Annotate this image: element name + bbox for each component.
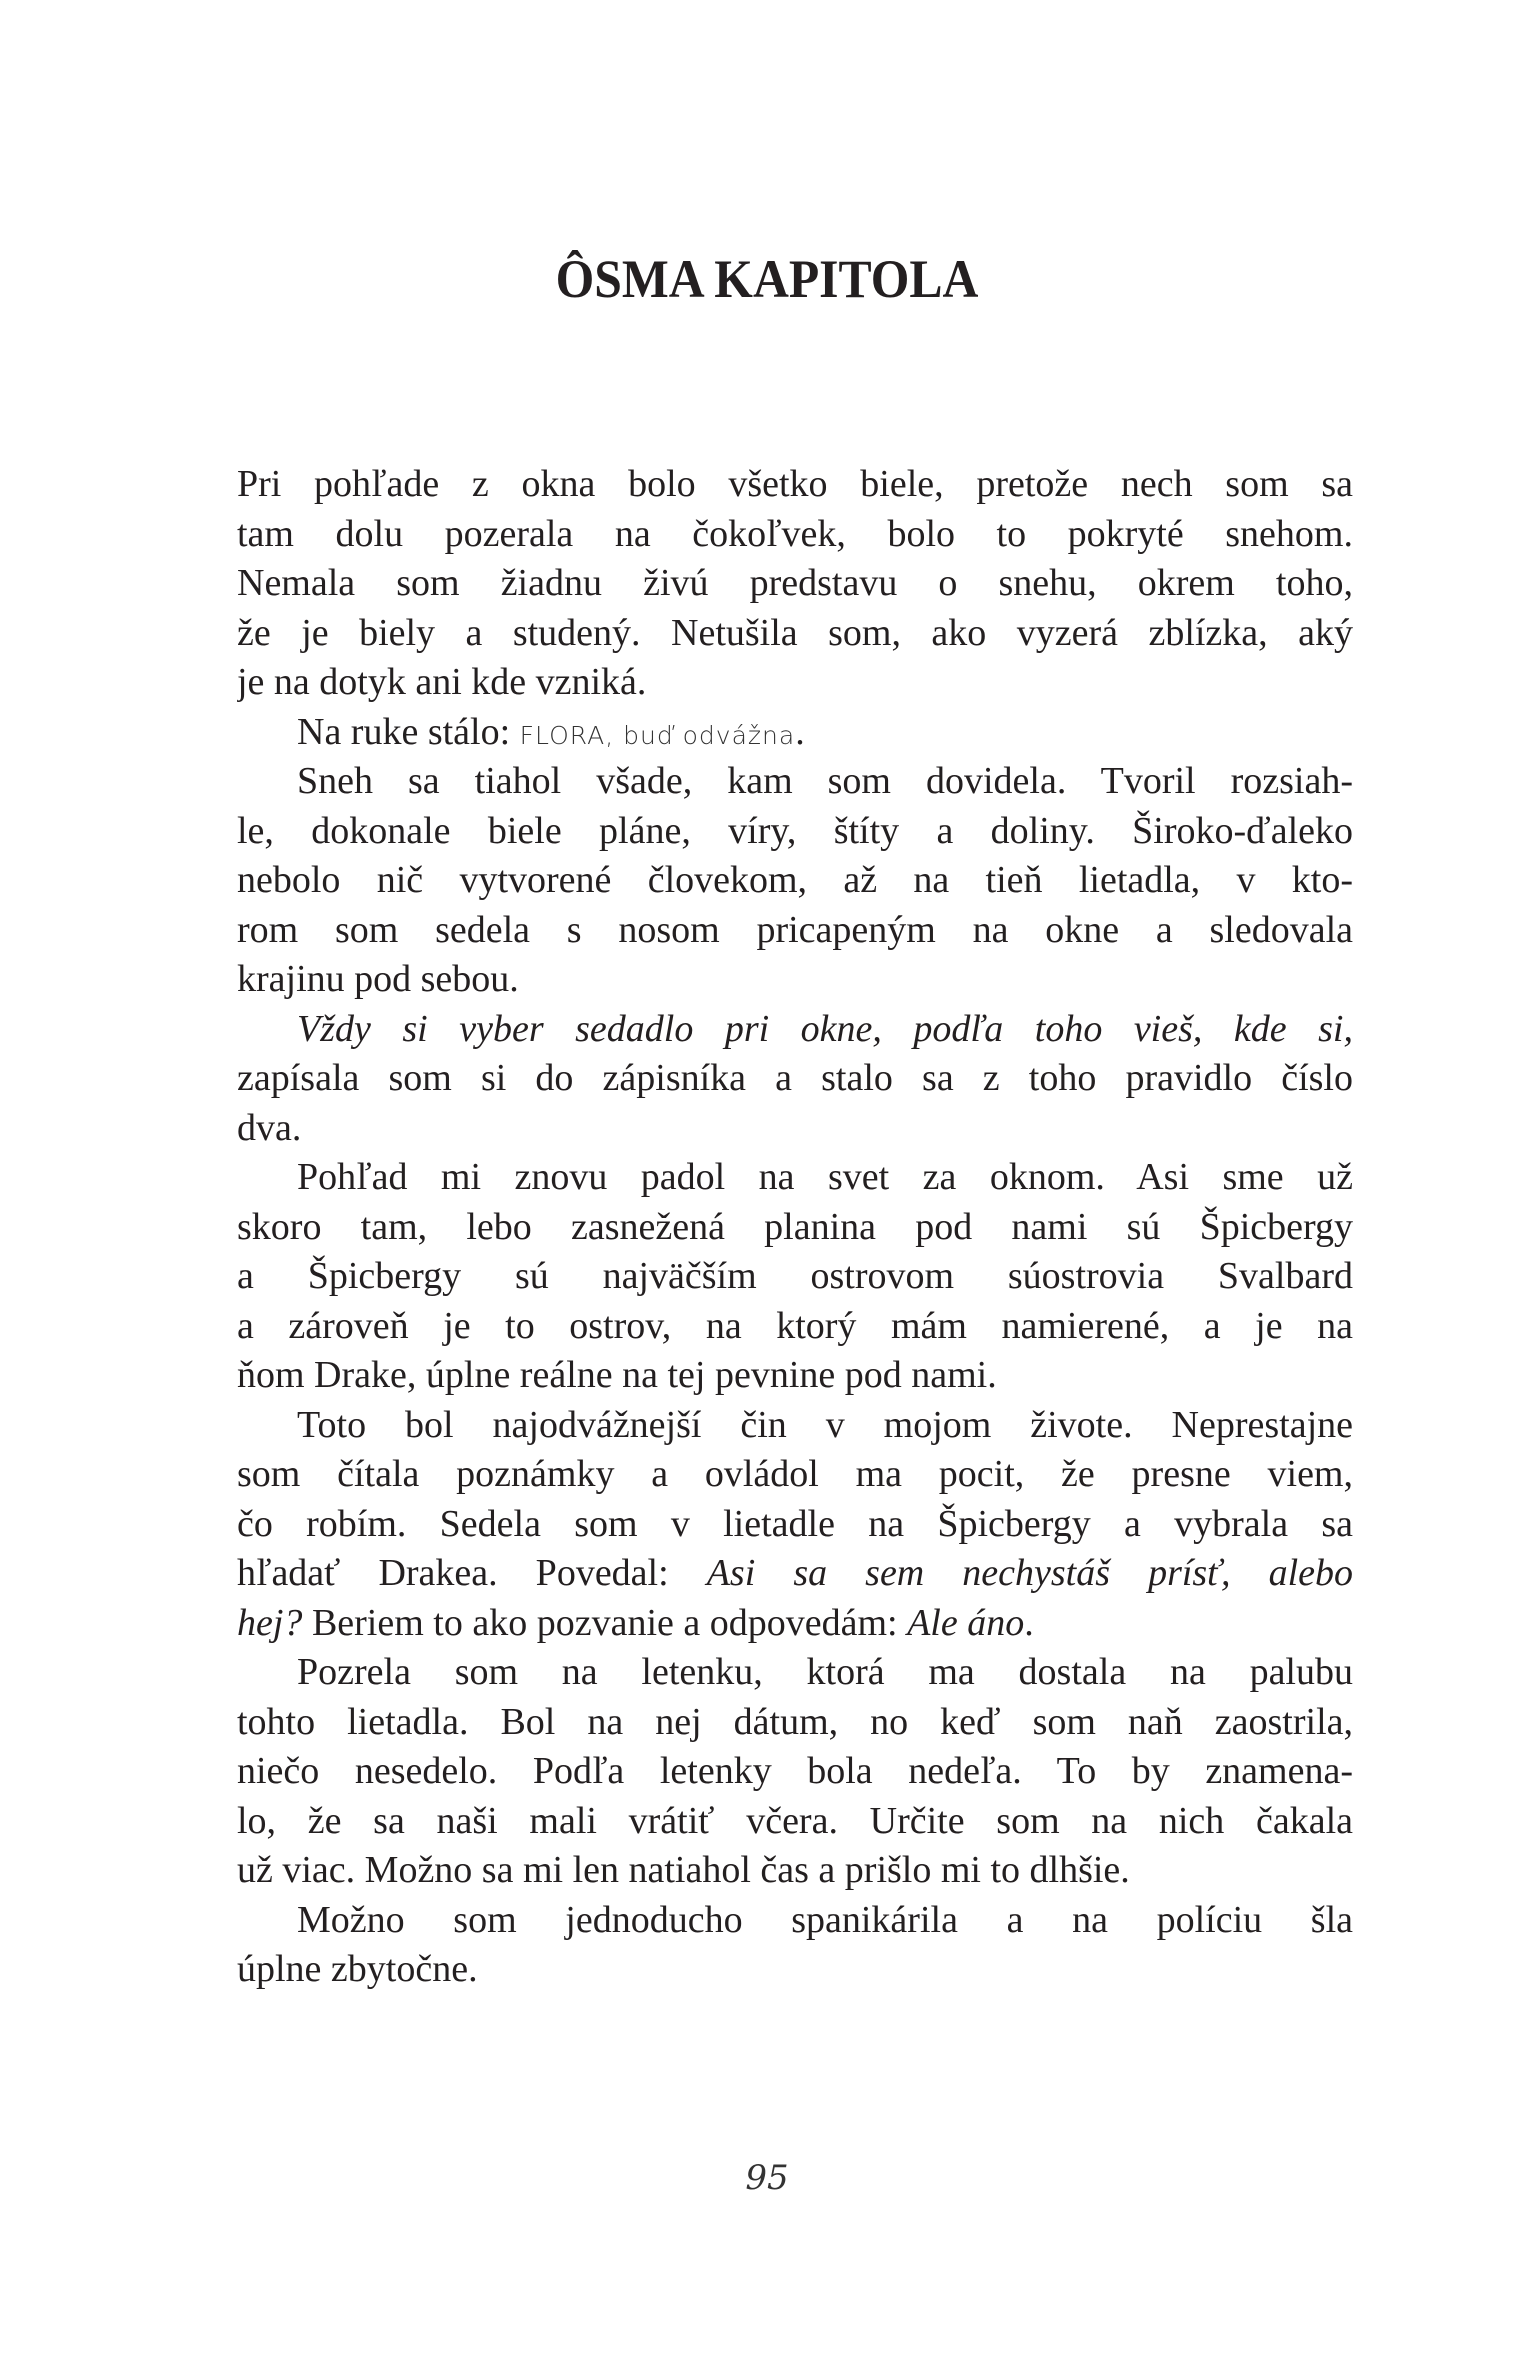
text-line [237, 1846, 1353, 1896]
text-segment: dva. [237, 1106, 302, 1149]
text-segment: niečo nesedelo. Podľa letenky bola nedeľa. To by znamena- [237, 1750, 1353, 1792]
text-segment: hľadať Drakea. Povedal: [237, 1552, 707, 1594]
text-line [237, 1648, 1353, 1698]
text-segment: Na ruke stálo: [297, 710, 520, 753]
italic-text: Vždy si vyber sedadlo pri okne, podľa toho vieš, kde si, [297, 1007, 1353, 1050]
text-line [237, 757, 1353, 807]
text-line [237, 510, 1353, 560]
handwritten-note: FLORA, buď odvážna [519, 720, 796, 750]
text-line [237, 658, 1353, 708]
text-segment: som čítala poznámky a ovládol ma pocit, že presne viem, [237, 1453, 1353, 1495]
text-segment: úplne zbytočne. [237, 1948, 478, 1990]
text-line [237, 609, 1353, 659]
text-segment: . [1024, 1601, 1034, 1644]
text-line [237, 955, 1353, 1005]
text-line [237, 1401, 1353, 1451]
text-line [237, 1252, 1353, 1302]
text-segment: Sneh sa tiahol všade, kam som dovidela. Tvoril rozsiah- [297, 760, 1353, 802]
text-segment: skoro tam, lebo zasnežená planina pod nami sú Špicbergy [237, 1205, 1353, 1248]
text-segment: . [795, 710, 805, 753]
text-segment: tam dolu pozerala na čokoľvek, bolo to pokryté snehom. [237, 512, 1353, 555]
text-line [237, 1747, 1353, 1797]
text-segment: Toto bol najodvážnejší čin v mojom živote. Neprestajne [297, 1403, 1353, 1446]
text-segment: Beriem to ako pozvanie a odpovedám: [302, 1601, 908, 1644]
text-segment: že je biely a studený. Netušila som, ako vyzerá zblízka, aký [237, 611, 1353, 654]
text-segment: le, dokonale biele pláne, víry, štíty a doliny. Široko-ďaleko [237, 809, 1353, 852]
chapter-title: ÔSMA KAPITOLA [555, 249, 979, 309]
text-line [237, 906, 1353, 956]
text-line [237, 460, 1353, 510]
text-line [237, 1599, 1353, 1649]
text-segment: krajinu pod sebou. [237, 958, 519, 1000]
text-line [237, 1005, 1353, 1055]
text-segment: ňom Drake, úplne reálne na tej pevnine pod nami. [237, 1354, 997, 1396]
text-line [237, 1797, 1353, 1847]
text-line [237, 1896, 1353, 1946]
text-line [237, 1153, 1353, 1203]
text-segment: zapísala som si do zápisníka a stalo sa z toho pravidlo číslo [237, 1057, 1353, 1099]
text-line [237, 1054, 1353, 1104]
text-segment: už viac. Možno sa mi len natiahol čas a prišlo mi to dlhšie. [237, 1849, 1130, 1891]
text-line [237, 559, 1353, 609]
text-segment: Pozrela som na letenku, ktorá ma dostala na palubu [297, 1651, 1353, 1693]
text-line [237, 807, 1353, 857]
text-segment: Pohľad mi znovu padol na svet za oknom. Asi sme už [297, 1156, 1353, 1198]
text-segment: čo robím. Sedela som v lietadle na Špicbergy a vybrala sa [237, 1502, 1353, 1545]
italic-text: Asi sa sem nechystáš prísť, alebo [706, 1552, 1353, 1594]
text-segment: nebolo nič vytvorené človekom, až na tieň lietadla, v kto- [237, 859, 1353, 901]
text-segment: tohto lietadla. Bol na nej dátum, no keď som naň zaostrila, [237, 1700, 1353, 1743]
text-segment: a zároveň je to ostrov, na ktorý mám namierené, a je na [237, 1304, 1353, 1347]
text-line [237, 1351, 1353, 1401]
text-segment: Pri pohľade z okna bolo všetko biele, pretože nech som sa [237, 463, 1353, 505]
text-segment: Nemala som žiadnu živú predstavu o snehu, okrem toho, [237, 562, 1353, 604]
chapter-body-text [237, 460, 1353, 1995]
text-segment: a Špicbergy sú najväčším ostrovom súostrovia Svalbard [237, 1255, 1353, 1297]
text-line [237, 856, 1353, 906]
text-line [237, 1203, 1353, 1253]
text-line [237, 1104, 1353, 1154]
text-line [237, 1302, 1353, 1352]
page-number: 95 [745, 2158, 789, 2198]
text-line [237, 1945, 1353, 1995]
italic-text: hej? [237, 1601, 303, 1644]
text-segment: rom som sedela s nosom pricapeným na okne a sledovala [237, 908, 1353, 951]
text-line [237, 1500, 1353, 1550]
text-line [237, 708, 1353, 758]
text-segment: lo, že sa naši mali vrátiť včera. Určite som na nich čakala [237, 1799, 1353, 1842]
text-line [237, 1698, 1353, 1748]
text-line [237, 1549, 1353, 1599]
text-segment: je na dotyk ani kde vzniká. [237, 661, 647, 703]
text-segment: Možno som jednoducho spanikárila a na políciu šla [297, 1898, 1353, 1941]
italic-text: Ale áno [907, 1601, 1025, 1644]
text-line [237, 1450, 1353, 1500]
